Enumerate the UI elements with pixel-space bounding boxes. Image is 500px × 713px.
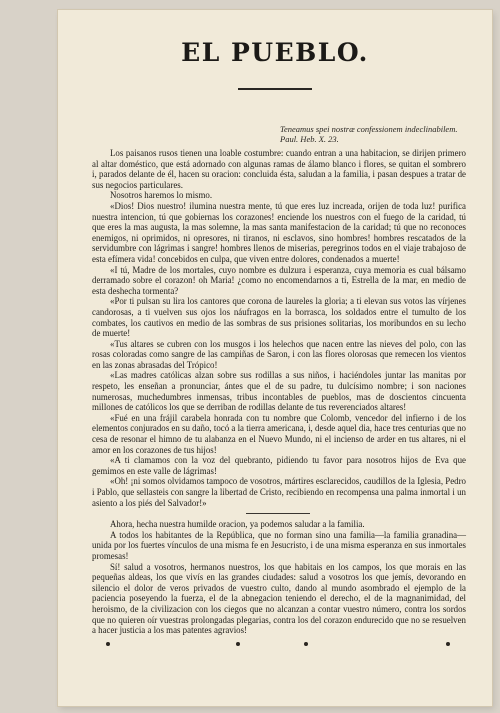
print-dot	[236, 642, 240, 646]
paragraph: «A ti clamamos con la voz del quebranto, pidiendo tu favor para nosotros hijos de Eva que gemimos en este valle de lágrimas!	[92, 455, 466, 476]
paragraph: Ahora, hecha nuestra humilde oracion, ya podemos saludar a la familia.	[110, 519, 365, 530]
print-dot	[106, 642, 110, 646]
paragraph: «Por ti pulsan su lira los cantores que corona de laureles la gloria; a ti elevan sus votos las vírjenes candorosas, a ti vuelven sus ojos los náufragos en la borrasca, los soldados entre el tumulto de los combates, los cautivos en medio de las sombras de sus prisiones solitarias, los moribundos en su lecho de muerte!	[92, 296, 466, 339]
article-body	[92, 148, 466, 636]
paragraph: «Fué en una frájil carabela honrada con tu nombre que Colomb, vencedor del infierno i de los elementos conjurados en su daño, tocó a la tierra americana, i, desde aquel dia, hace tres centurias que no cesa de resonar el himno de tu alabanza en el Nuevo Mundo, ni el incienso de arder en tus altares, ni el amor en los corazones de tus hijos!	[92, 412, 466, 455]
newspaper-page	[58, 10, 492, 706]
paragraph: A todos los habitantes de la República, que no forman sino una familia—la familia granadina—unida por los fuertes vínculos de una misma fe en Jesucristo, i de una misma esperanza en sus inmortales promesas!	[92, 529, 466, 561]
print-dot	[304, 642, 308, 646]
epigraph: Teneamus spei nostræ confessionem indeclinabilem. Paul. Heb. X. 23.	[280, 124, 458, 144]
paragraph: Nosotros haremos lo mismo.	[110, 190, 213, 201]
paragraph: «I tú, Madre de los mortales, cuyo nombre es dulzura i esperanza, cuya memoria es cual bálsamo derramado sobre el corazon! oh Maria! ¿como no encomendarnos a ti, Estrella de la mar, en medio de esta deshecha tormenta?	[92, 264, 466, 296]
print-dot	[446, 642, 450, 646]
paragraph: Los paisanos rusos tienen una loable costumbre: cuando entran a una habitacion, se dirijen primero al altar doméstico, que está adornado con algunas ramas de álamo blanco i flores, se quitan el sombrero i, parados delante de él, hacen su oracion: concluida ésta, saludan a la familia, i pasan despues a tratar de sus negocios particulares.	[92, 148, 466, 190]
paragraph: Sí! salud a vosotros, hermanos nuestros, los que habitais en los campos, los que morais en las pequeñas aldeas, los que vivís en las grandes ciudades: salud a vosotros los que jemís, devorando en silencio el dolor de veros privados de vuestro culto, dando al mundo asombrado el ejemplo de la paciencia poseyendo la fuerza, el de la abnegacion teniendo el derecho, el de la magnanimidad, del heroismo, de la civilizacion con los ciegos que no alcanzan a contar vuestro número, contra los sordos que no quieren oír vuestras prolongadas plegarias, contra los del corazon endurecido que no se resuelven a hacer justicia a los mas patentes agravios!	[92, 561, 466, 636]
section-divider	[92, 508, 466, 519]
paragraph: «Tus altares se cubren con los musgos i los helechos que nacen entre las nieves del polo, con las rosas coloradas como sangre de las campiñas de Saron, i con las flores olorosas que remecen los vientos en las zonas abrasadas del Trópico!	[92, 338, 466, 370]
paragraph: «Dios! Dios nuestro! ilumina nuestra mente, tú que eres luz increada, orijen de toda luz! purifica nuestra intencion, tú que gobiernas los corazones! enciende los nuestros con el fuego de la caridad, tú que eres la mas augusta, la mas solemne, la mas santa manifestacion de la caridad; tú que no reconoces enemigos, ni oprimidos, ni opresores, ni tiranos, ni esclavos, sino hombres! hombres rescatados de la servidumbre con lágrimas i sangre! hombres llenos de miserias, peregrinos todos en el viaje trabajoso de esta efímera vida! concebidos en culpa, que viven entre dolores, condenados a muerte!	[92, 200, 466, 264]
paragraph: «Oh! ¡ni somos olvidamos tampoco de vosotros, mártires esclarecidos, caudillos de la Iglesia, Pedro i Pablo, que sellasteis con sangre la libertad de Cristo, recibiendo en recompensa una palma inmortal i un asiento a los piés del Salvador!»	[92, 476, 466, 508]
page-title: EL PUEBLO.	[181, 38, 369, 67]
title-rule	[238, 88, 312, 90]
paragraph: «Las madres católicas alzan sobre sus rodillas a sus niños, i haciéndoles juntar las manitas por respeto, les enseñan a pronunciar, ántes que el de su padre, tu dulcísimo nombre; i son naciones numerosas, muchedumbres inmensas, tribus incontables de pueblos, mas de doscientos cincuenta millones de católicos los que se derriban de rodillas delante de tus reverenciados altares!	[92, 370, 466, 413]
print-marks	[58, 642, 492, 652]
